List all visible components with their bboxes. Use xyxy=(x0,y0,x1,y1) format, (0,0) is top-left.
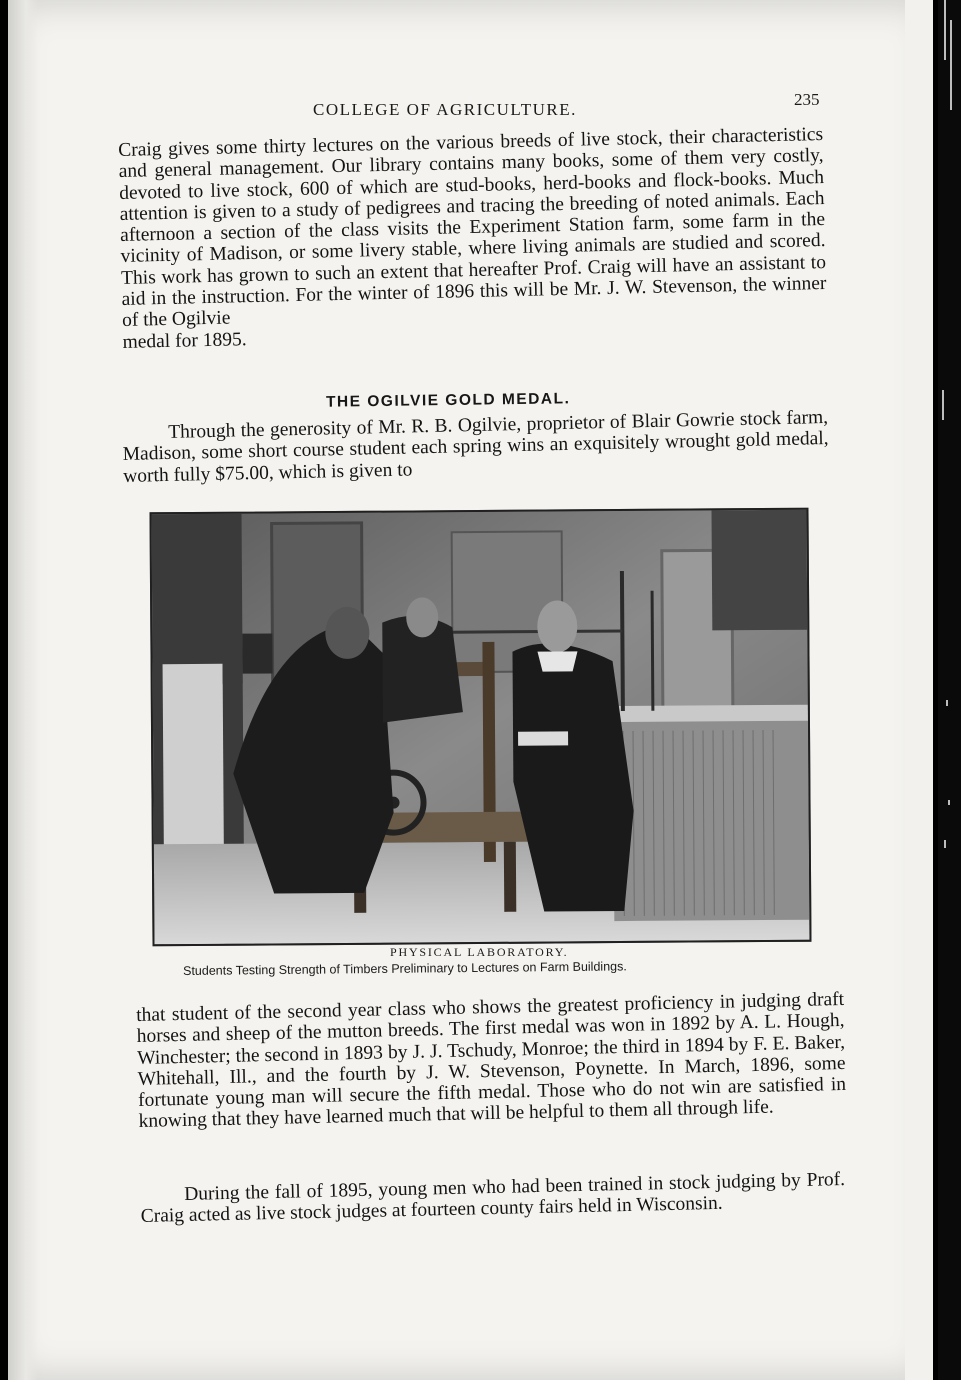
scanner-margin xyxy=(938,0,961,1380)
page-gutter xyxy=(8,0,38,1380)
figure-caption-subtitle: Students Testing Strength of Timbers Preliminary to Lectures on Farm Buildings. xyxy=(183,959,627,978)
photograph-illustration xyxy=(152,510,810,945)
section-title: THE OGILVIE GOLD MEDAL. xyxy=(325,390,571,411)
running-head: COLLEGE OF AGRICULTURE. xyxy=(313,100,577,119)
paragraph-1-last-line: medal for 1895. xyxy=(122,328,247,353)
paragraph-4: During the fall of 1895, young men who had been trained in stock judging by Prof. Craig acted as live stock judges at fourteen county fairs held in Wisconsin. xyxy=(140,1169,846,1228)
page-edge xyxy=(905,0,933,1380)
laboratory-photograph xyxy=(149,508,811,947)
figure-caption-title: PHYSICAL LABORATORY. xyxy=(390,945,569,959)
paragraph-3: that student of the second year class who shows the greatest proficiency in judging draft horses and sheep of the mutton breeds. The first medal was won in 1892 by A. L. Hough, Winchester; the second in 1893 by J. J. Tschudy, Monroe; the third in 1894 by F. E. Baker, Whitehall, Ill., and the fourth by J. W. Stevenson, Poynette. In March, 1896, some fortunate young man will secure the fifth medal. Those who do not win are satisfied in knowing that they have learned much that will be helpful to them all through life. xyxy=(136,988,847,1133)
page-number: 235 xyxy=(794,90,820,109)
paragraph-1 xyxy=(118,124,828,353)
book-page xyxy=(8,0,933,1380)
paragraph-2: Through the generosity of Mr. R. B. Ogilvie, proprietor of Blair Gowrie stock farm, Madison, some short course student each spring wins an exquisitely wrought gold medal, worth fully $75.00, which is given to xyxy=(122,406,829,487)
paragraph-1-text: Craig gives some thirty lectures on the various breeds of live stock, their characteristics and general management. Our library contains many books, some of them very costly, devoted to live stock, 600 of which are stud-books, herd-books and flock-books. Much attention is given to a study of pedigrees and tracing the breeding of noted animals. Each afternoon a section of the class visits the Experiment Station farm, some farm in the vicinity of Madison, or some livery stable, where living animals are studied and scored. This work has grown to such an extent that hereafter Prof. Craig will have an assistant to aid in the instruction. For the winter of 1896 this will be Mr. J. W. Stevenson, the winner of the Ogilvie xyxy=(118,124,827,332)
